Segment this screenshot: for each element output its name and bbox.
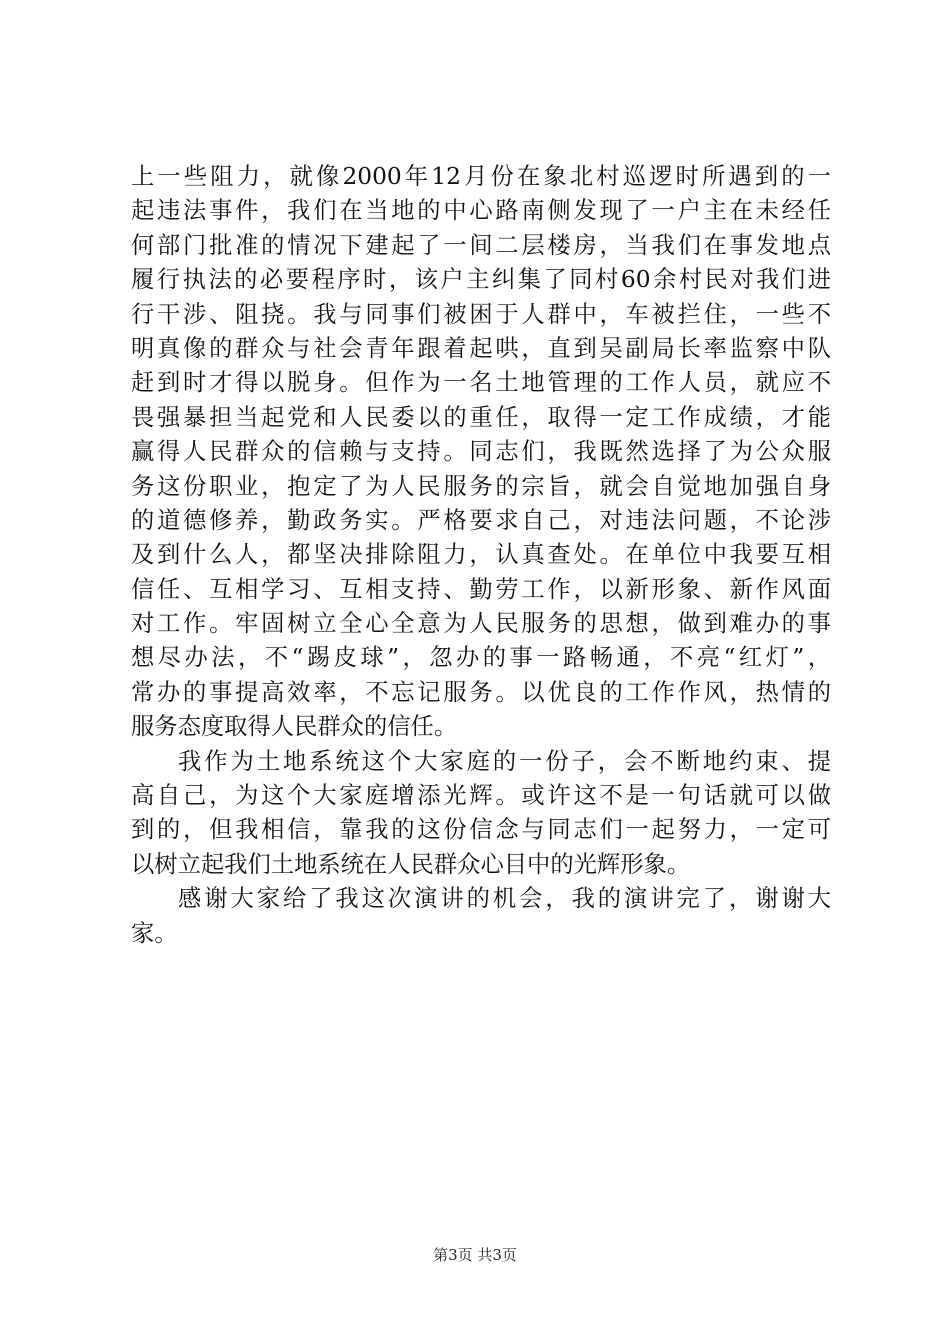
text-line: 的道德修养，勤政务实。严格要求自己，对违法问题，不论涉	[131, 506, 831, 534]
page-footer	[0, 1245, 950, 1265]
text-line: 起违法事件，我们在当地的中心路南侧发现了一户主在未经任	[131, 197, 831, 225]
text-line: 上一些阻力，就像2000年12月份在象北村巡逻时所遇到的一	[131, 163, 831, 190]
text-line: 何部门批准的情况下建起了一间二层楼房，当我们在事发地点	[131, 231, 831, 259]
text-line: 务这份职业，抱定了为人民服务的宗旨，就会自觉地加强自身	[131, 472, 831, 500]
text-line: 赢得人民群众的信赖与支持。同志们，我既然选择了为公众服	[131, 438, 831, 466]
text-line: 到的，但我相信，靠我的这份信念与同志们一起努力，一定可	[131, 816, 831, 844]
page-number: 第3页 共3页	[433, 1246, 517, 1264]
text-line: 服务态度取得人民群众的信任。	[131, 713, 458, 741]
text-line: 赶到时才得以脱身。但作为一名土地管理的工作人员，就应不	[131, 369, 831, 397]
text-line: 对工作。牢固树立全心全意为人民服务的思想，做到难办的事	[131, 610, 831, 638]
text-line: 畏强暴担当起党和人民委以的重任，取得一定工作成绩，才能	[131, 403, 831, 431]
text-line: 想尽办法，不“踢皮球”，忽办的事一路畅通，不亮“红灯”，	[131, 644, 831, 672]
text-line: 我作为土地系统这个大家庭的一份子，会不断地约束、提	[178, 747, 831, 775]
text-line: 高自己，为这个大家庭增添光辉。或许这不是一句话就可以做	[131, 782, 831, 810]
text-line: 行干涉、阻挠。我与同事们被困于人群中，车被拦住，一些不	[131, 300, 831, 328]
text-line: 常办的事提高效率，不忘记服务。以优良的工作作风，热情的	[131, 678, 831, 706]
text-line: 及到什么人，都坚决排除阻力，认真查处。在单位中我要互相	[131, 541, 831, 569]
text-line: 履行执法的必要程序时，该户主纠集了同村60余村民对我们进	[131, 266, 831, 294]
text-line: 感谢大家给了我这次演讲的机会，我的演讲完了，谢谢大	[178, 885, 831, 913]
text-line: 以树立起我们土地系统在人民群众心目中的光辉形象。	[131, 850, 691, 878]
text-line: 明真像的群众与社会青年跟着起哄，直到吴副局长率监察中队	[131, 334, 831, 362]
document-body	[131, 160, 831, 951]
text-line: 家。	[131, 919, 178, 947]
text-line: 信任、互相学习、互相支持、勤劳工作，以新形象、新作风面	[131, 575, 831, 603]
